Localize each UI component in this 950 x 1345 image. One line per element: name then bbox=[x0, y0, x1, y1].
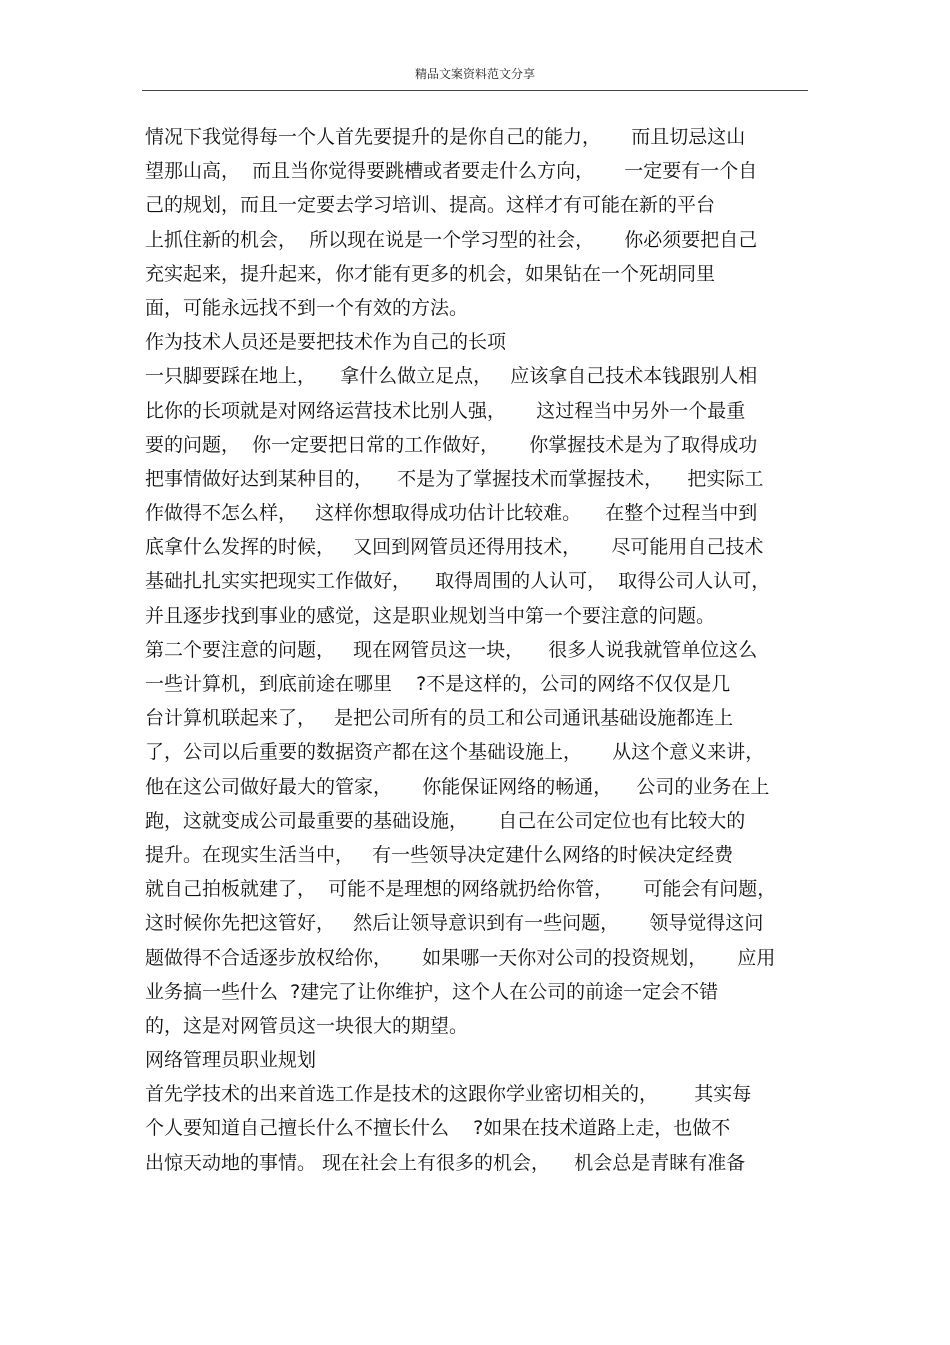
body-line: 底拿什么发挥的时候， 又回到网管员还得用技术， 尽可能用自己技术 bbox=[145, 536, 764, 559]
body-line: 并且逐步找到事业的感觉，这是职业规划当中第一个要注意的问题。 bbox=[145, 604, 716, 627]
body-line: 作做得不怎么样， 这样你想取得成功估计比较难。 在整个过程当中到 bbox=[145, 502, 758, 525]
body-line: 了，公司以后重要的数据资产都在这个基础设施上， 从这个意义来讲， bbox=[145, 741, 765, 764]
body-line: 把事情做好达到某种目的， 不是为了掌握技术而掌握技术， 把实际工 bbox=[145, 467, 764, 490]
body-line: 第二个要注意的问题， 现在网管员这一块， 很多人说我就管单位这么 bbox=[145, 638, 758, 661]
page-header: 精品文案资料范文分享 bbox=[414, 67, 535, 81]
body-line: 提升。在现实生活当中， 有一些领导决定建什么网络的时候决定经费 bbox=[145, 843, 734, 866]
section-heading: 网络管理员职业规划 bbox=[145, 1049, 317, 1072]
body-line: 基础扎扎实实把现实工作做好， 取得周围的人认可， 取得公司人认可， bbox=[145, 570, 771, 593]
body-line: 己的规划，而且一定要去学习培训、提高。这样才有可能在新的平台 bbox=[145, 194, 716, 217]
body-line: 就自己拍板就建了， 可能不是理想的网络就扔给你管， 可能会有问题， bbox=[145, 878, 777, 901]
document-body bbox=[145, 120, 810, 1180]
body-line: 他在这公司做好最大的管家， 你能保证网络的畅通， 公司的业务在上 bbox=[145, 775, 770, 798]
body-line: 首先学技术的出来首选工作是技术的这跟你学业密切相关的， 其实每 bbox=[145, 1083, 752, 1106]
body-line: 题做得不合适逐步放权给你， 如果哪一天你对公司的投资规划， 应用 bbox=[145, 946, 776, 969]
body-line: 的，这是对网管员这一块很大的期望。 bbox=[145, 1014, 469, 1037]
body-line: 跑，这就变成公司最重要的基础设施， 自己在公司定位也有比较大的 bbox=[145, 809, 746, 832]
body-line: 一只脚要踩在地上， 拿什么做立足点， 应该拿自己技术本钱跟别人相 bbox=[145, 365, 758, 388]
body-line: 面，可能永远找不到一个有效的方法。 bbox=[145, 296, 469, 319]
body-line: 充实起来，提升起来，你才能有更多的机会，如果钻在一个死胡同里 bbox=[145, 262, 716, 285]
body-line: 比你的长项就是对网络运营技术比别人强， 这过程当中另外一个最重 bbox=[145, 399, 746, 422]
body-line: 这时候你先把这管好， 然后让领导意识到有一些问题， 领导觉得这问 bbox=[145, 912, 764, 935]
body-line: 一些计算机，到底前途在哪里 ?不是这样的，公司的网络不仅仅是几 bbox=[145, 673, 731, 695]
section-heading: 作为技术人员还是要把技术作为自己的长项 bbox=[145, 331, 507, 354]
body-line: 望那山高， 而且当你觉得要跳槽或者要走什么方向， 一定要有一个自 bbox=[145, 160, 758, 183]
body-line: 情况下我觉得每一个人首先要提升的是你自己的能力， 而且切忌这山 bbox=[145, 126, 746, 148]
body-line: 业务搞一些什么 ?建完了让你维护，这个人在公司的前途一定会不错 bbox=[145, 980, 719, 1003]
body-line: 个人要知道自己擅长什么不擅长什么 ?如果在技术道路上走，也做不 bbox=[145, 1117, 731, 1140]
header-divider bbox=[142, 90, 808, 91]
body-line: 台计算机联起来了， 是把公司所有的员工和公司通讯基础设施都连上 bbox=[145, 707, 734, 730]
body-line: 上抓住新的机会， 所以现在说是一个学习型的社会， 你必须要把自己 bbox=[145, 228, 758, 251]
body-line: 要的问题， 你一定要把日常的工作做好， 你掌握技术是为了取得成功 bbox=[145, 433, 758, 456]
body-line: 出惊天动地的事情。 现在社会上有很多的机会， 机会总是青睐有准备 bbox=[145, 1151, 746, 1174]
